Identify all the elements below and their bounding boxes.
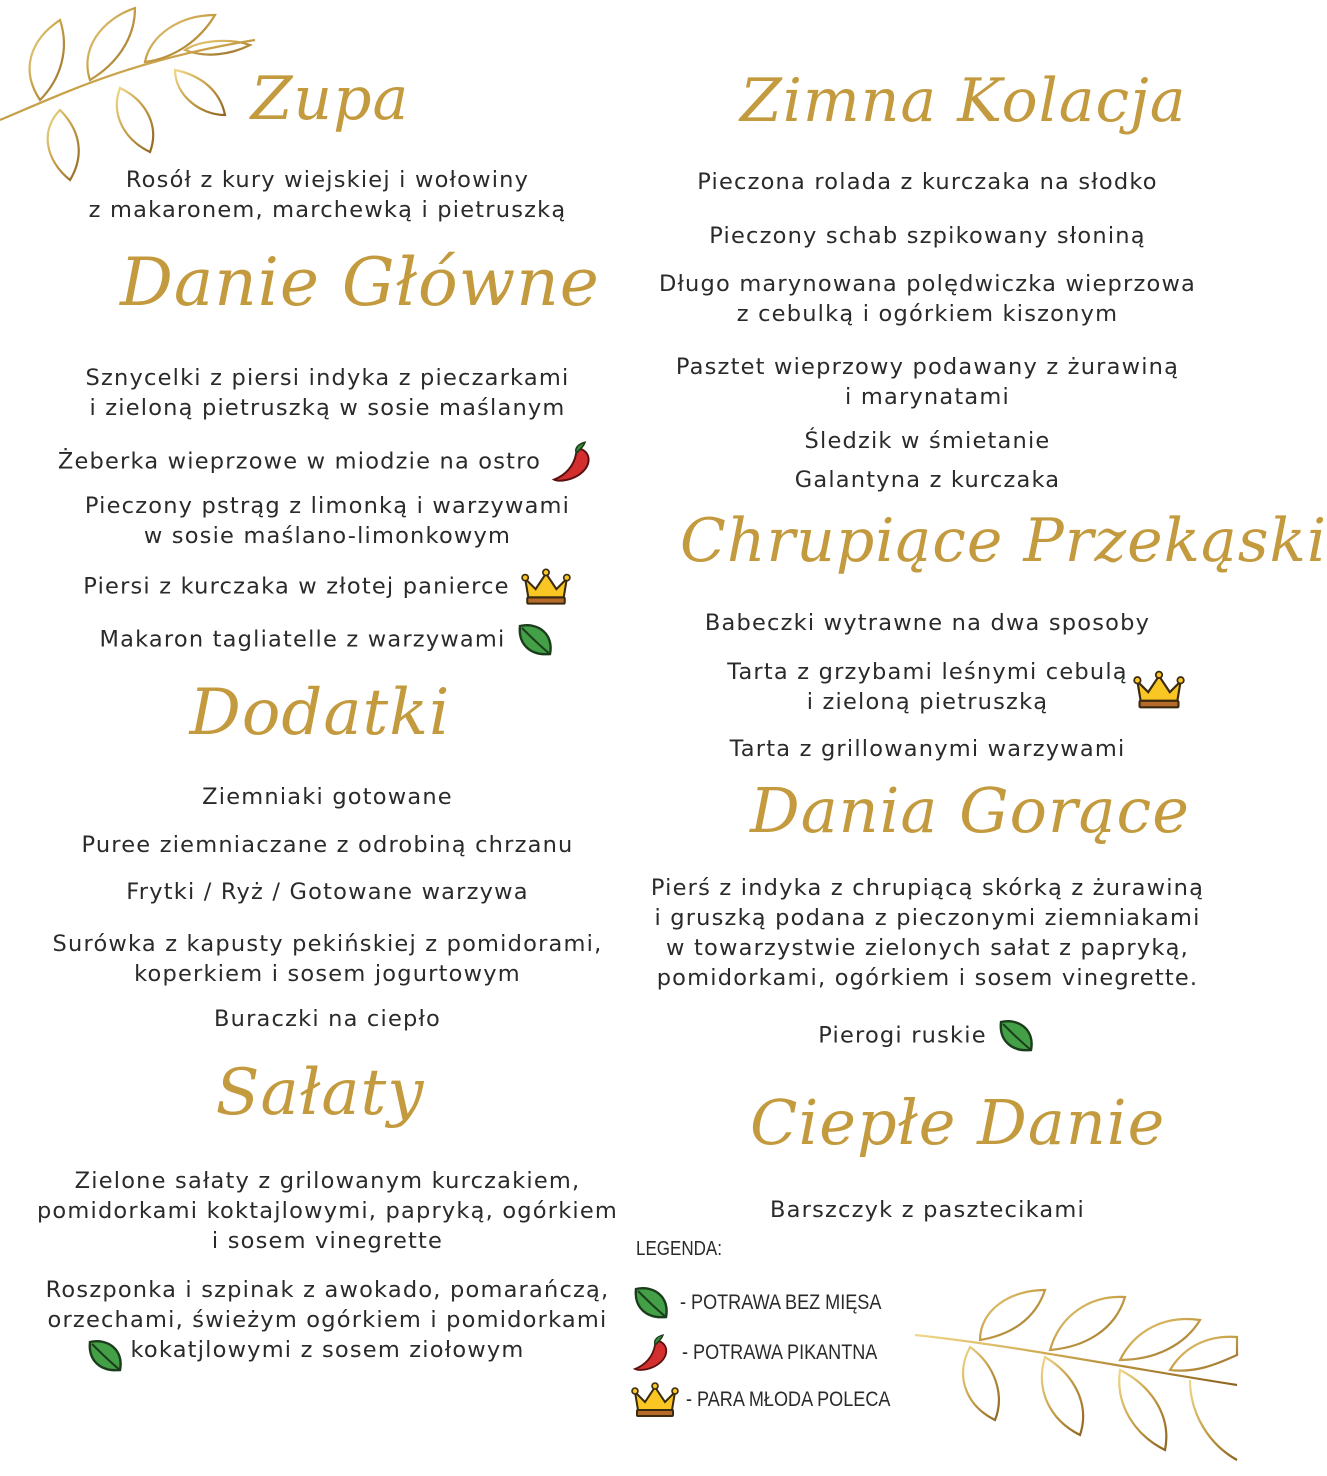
crown-icon: [630, 1381, 680, 1419]
menu-item: Pieczony schab szpikowany słoniną: [709, 223, 1146, 249]
section-title-cieple-danie: Ciepłe Danie: [750, 1086, 1166, 1159]
menu-item: Piersi z kurczaka w złotej panierce: [40, 568, 615, 606]
leaf-icon: [516, 620, 556, 660]
menu-item: Sznycelki z piersi indyka z pieczarkami i zieloną pietruszką w sosie maślanym: [85, 365, 570, 421]
menu-item: Makaron tagliatelle z warzywami: [40, 620, 615, 660]
menu-item: Rosół z kury wiejskiej i wołowiny z makaronem, marchewką i pietruszką: [88, 167, 567, 223]
legend-item-couple-recommends: - PARA MŁODA POLECA: [630, 1380, 924, 1420]
section-title-dania-gorace: Dania Gorące: [750, 774, 1190, 847]
menu-item: Galantyna z kurczaka: [794, 467, 1061, 493]
menu-item: Ziemniaki gotowane: [202, 784, 453, 810]
menu-item: Pieczona rolada z kurczaka na słodko: [697, 169, 1158, 195]
chili-icon: [551, 440, 597, 484]
crown-icon: [1132, 670, 1186, 710]
menu-item: Surówka z kapusty pekińskiej z pomidorami, koperkiem i sosem jogurtowym: [52, 931, 603, 987]
menu-item: Pierś z indyka z chrupiącą skórką z żurawiną i gruszką podana z pieczonymi ziemniakami w towarzystwie zielonych sałat z papryką, pomidorkami, ogórkiem i sosem vinegrette.: [650, 875, 1205, 991]
menu-item: Pasztet wieprzowy podawany z żurawiną i marynatami: [675, 354, 1180, 410]
section-title-zupa: Zupa: [250, 64, 410, 134]
menu-item: Roszponka i szpinak z awokado, pomarańczą, orzechami, świeżym ogórkiem i pomidorkami kokatjlowymi z sosem ziołowym: [45, 1277, 610, 1363]
menu-item: Buraczki na ciepło: [213, 1006, 442, 1032]
legend-item-meatless: - POTRAWA BEZ MIĘSA: [630, 1283, 914, 1323]
section-title-salaty: Sałaty: [215, 1056, 425, 1130]
menu-item: Pieczony pstrąg z limonką i warzywami w sosie maślano-limonkowym: [84, 493, 571, 549]
menu-item: Pierogi ruskie: [630, 1016, 1225, 1056]
section-title-dodatki: Dodatki: [189, 676, 451, 750]
menu-item: Frytki / Ryż / Gotowane warzywa: [126, 879, 529, 905]
menu-item: Tarta z grillowanymi warzywami: [729, 736, 1126, 762]
legend-item-spicy: - POTRAWA PIKANTNA: [630, 1333, 909, 1373]
chili-icon: [630, 1333, 676, 1373]
leaf-icon: [86, 1336, 126, 1376]
leaf-icon: [997, 1016, 1037, 1056]
menu-item: Barszczyk z pasztecikami: [770, 1197, 1085, 1223]
section-title-danie-glowne: Danie Główne: [120, 244, 600, 321]
menu-item: Zielone sałaty z grilowanym kurczakiem, pomidorkami koktajlowymi, papryką, ogórkiem i sosem vinegrette: [36, 1168, 619, 1254]
menu-item: Tarta z grzybami leśnymi cebulą i zieloną pietruszką: [727, 659, 1128, 715]
section-title-zimna-kolacja: Zimna Kolacja: [740, 66, 1187, 136]
menu-item: Śledzik w śmietanie: [804, 428, 1051, 454]
menu-item: Puree ziemniaczane z odrobiną chrzanu: [81, 832, 574, 858]
leaf-icon: [630, 1283, 674, 1323]
menu-item: Długo marynowana polędwiczka wieprzowa z cebulką i ogórkiem kiszonym: [658, 271, 1197, 327]
section-title-chrupiace-przekaski: Chrupiące Przekąski: [680, 506, 1327, 576]
gold-branch-bottom-right-decoration: [910, 1235, 1237, 1476]
menu-item: Żeberka wieprzowe w miodzie na ostro: [40, 440, 615, 484]
menu-item: Babeczki wytrawne na dwa sposoby: [704, 610, 1151, 636]
legend-title: LEGENDA:: [636, 1238, 722, 1260]
crown-icon: [520, 568, 572, 606]
